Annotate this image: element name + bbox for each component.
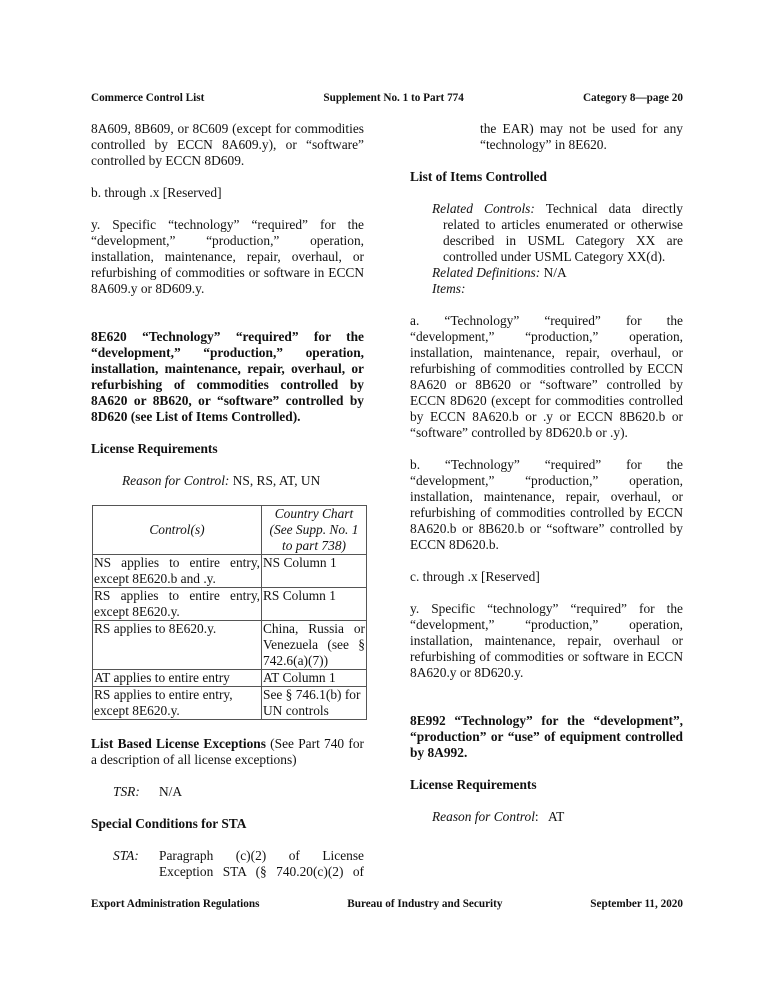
- license-requirements-heading-8e992: License Requirements: [410, 777, 537, 792]
- cell-text: NS applies to entire entry, except 8E620.b and .y.: [94, 555, 260, 586]
- related-definitions-label: Related Definitions:: [432, 265, 541, 280]
- sta-entry: [91, 848, 364, 880]
- list-of-items-heading: List of Items Controlled: [410, 169, 547, 184]
- controls-table: [92, 505, 367, 720]
- tsr-line: [91, 784, 364, 800]
- table-cell-control: [93, 555, 262, 588]
- related-definitions-value: N/A: [540, 265, 567, 280]
- item-y: y. Specific “technology” “required” for the “development,” “production,” operation, installation, maintenance, repair, overhaul or refurbishing of commodities or software in ECCN 8A620.y or 8D620.y.: [410, 601, 683, 680]
- table-row: [93, 670, 367, 687]
- cell-text: China, Russia or Venezuela (see § 742.6(a)(7)): [263, 621, 365, 668]
- table-row: [93, 588, 367, 621]
- reserved-item: c. through .x [Reserved]: [410, 569, 540, 584]
- table-cell-control: [93, 588, 262, 621]
- related-controls: [410, 201, 683, 265]
- footer-center: Bureau of Industry and Security: [347, 898, 503, 910]
- footer-right: September 11, 2020: [590, 898, 683, 910]
- lble-note: (See Part 740 for a description of all license exceptions): [91, 736, 364, 767]
- table-cell-country-chart: RS Column 1: [262, 588, 367, 621]
- reserved-item: b. through .x [Reserved]: [91, 185, 222, 200]
- reason-for-control-8e992: [410, 809, 683, 825]
- lble-heading: List Based License Exceptions: [91, 736, 266, 751]
- related-controls-label: Related Controls:: [432, 201, 535, 216]
- lble-paragraph: [91, 736, 364, 768]
- item-a: a. “Technology” “required” for the “development,” “production,” operation, installation, maintenance, repair, overhaul, or refurbishing of commodities controlled by ECCN 8A620 or 8B620 or “software” controlled by ECCN 8D620 (except for commodities controlled by ECCN 8A620.b or .y or ECCN 8B620.b or “software” controlled by 8D620.b or .y).: [410, 313, 683, 440]
- table-row: [93, 555, 367, 588]
- header-left: Commerce Control List: [91, 92, 205, 104]
- header-right: Category 8—page 20: [582, 92, 683, 104]
- item-b: b. “Technology” “required” for the “development,” “production,” operation, installation, maintenance, repair, overhaul, or refurbishing of commodities controlled by ECCN 8A620.b or 8B620.b or “software” controlled by ECCN 8D620.b.: [410, 457, 683, 552]
- reason-label: Reason for Control: [432, 809, 535, 824]
- table-cell-control: AT applies to entire entry: [93, 670, 262, 687]
- cell-text: RS applies to entire entry, except 8E620.y.: [94, 588, 260, 619]
- sta-continuation: the EAR) may not be used for any “technology” in 8E620.: [480, 121, 683, 152]
- page-header: [91, 90, 683, 106]
- table-row: [93, 687, 367, 720]
- table-cell-control: RS applies to 8E620.y.: [93, 621, 262, 670]
- reason-for-control: [91, 473, 364, 489]
- header-center: Supplement No. 1 to Part 774: [323, 92, 464, 104]
- continuation-text: 8A609, 8B609, or 8C609 (except for commodities controlled by ECCN 8A609.y), or “software” controlled by ECCN 8D609.: [91, 121, 364, 168]
- left-column: [91, 121, 364, 880]
- table-header-row: [93, 506, 367, 555]
- table-cell-control: RS applies to entire entry, except 8E620.y.: [93, 687, 262, 720]
- right-column: [410, 121, 683, 825]
- reason-value: NS, RS, AT, UN: [229, 473, 321, 488]
- items-label: Items:: [432, 281, 466, 296]
- tsr-value: N/A: [159, 784, 183, 799]
- table-header-country-chart: Country Chart (See Supp. No. 1 to part 738): [262, 506, 367, 555]
- footer-left: Export Administration Regulations: [91, 898, 260, 910]
- table-header-controls: Control(s): [93, 506, 262, 555]
- reason-label: Reason for Control:: [122, 473, 230, 488]
- entry-heading-8e992: 8E992 “Technology” for the “development”, “production” or “use” of equipment controlled by 8A992.: [410, 713, 683, 760]
- reason-value: : AT: [534, 809, 565, 824]
- table-cell-country-chart: AT Column 1: [262, 670, 367, 687]
- table-cell-country-chart: NS Column 1: [262, 555, 367, 588]
- table-cell-country-chart: See § 746.1(b) for UN controls: [262, 687, 367, 720]
- sta-line-1: Paragraph (c)(2) of License: [159, 848, 364, 863]
- page-footer: [91, 896, 683, 912]
- tsr-label: TSR:: [113, 784, 140, 799]
- sta-line-2: Exception STA (§ 740.20(c)(2) of: [159, 864, 364, 879]
- related-controls-value: Technical data directly related to articles enumerated or otherwise described in USML Category XX are controlled under USML Category XX(d).: [443, 201, 683, 264]
- entry-heading-8e620: 8E620 “Technology” “required” for the “development,” “production,” operation, installation, maintenance, repair, overhaul, or refurbishing of commodities controlled by 8A620 or 8B620, or “software” controlled by 8D620 (see List of Items Controlled).: [91, 329, 364, 424]
- table-cell-country-chart: [262, 621, 367, 670]
- sta-label: STA:: [113, 848, 139, 863]
- table-row: [93, 621, 367, 670]
- sta-heading: Special Conditions for STA: [91, 816, 247, 831]
- item-y-8e609: y. Specific “technology” “required” for the “development,” “production,” operation, installation, maintenance, repair, overhaul, or refurbishing of commodities or software in ECCN 8A609.y or 8D609.y.: [91, 217, 364, 296]
- license-requirements-heading: License Requirements: [91, 441, 218, 456]
- related-definitions: [410, 265, 683, 281]
